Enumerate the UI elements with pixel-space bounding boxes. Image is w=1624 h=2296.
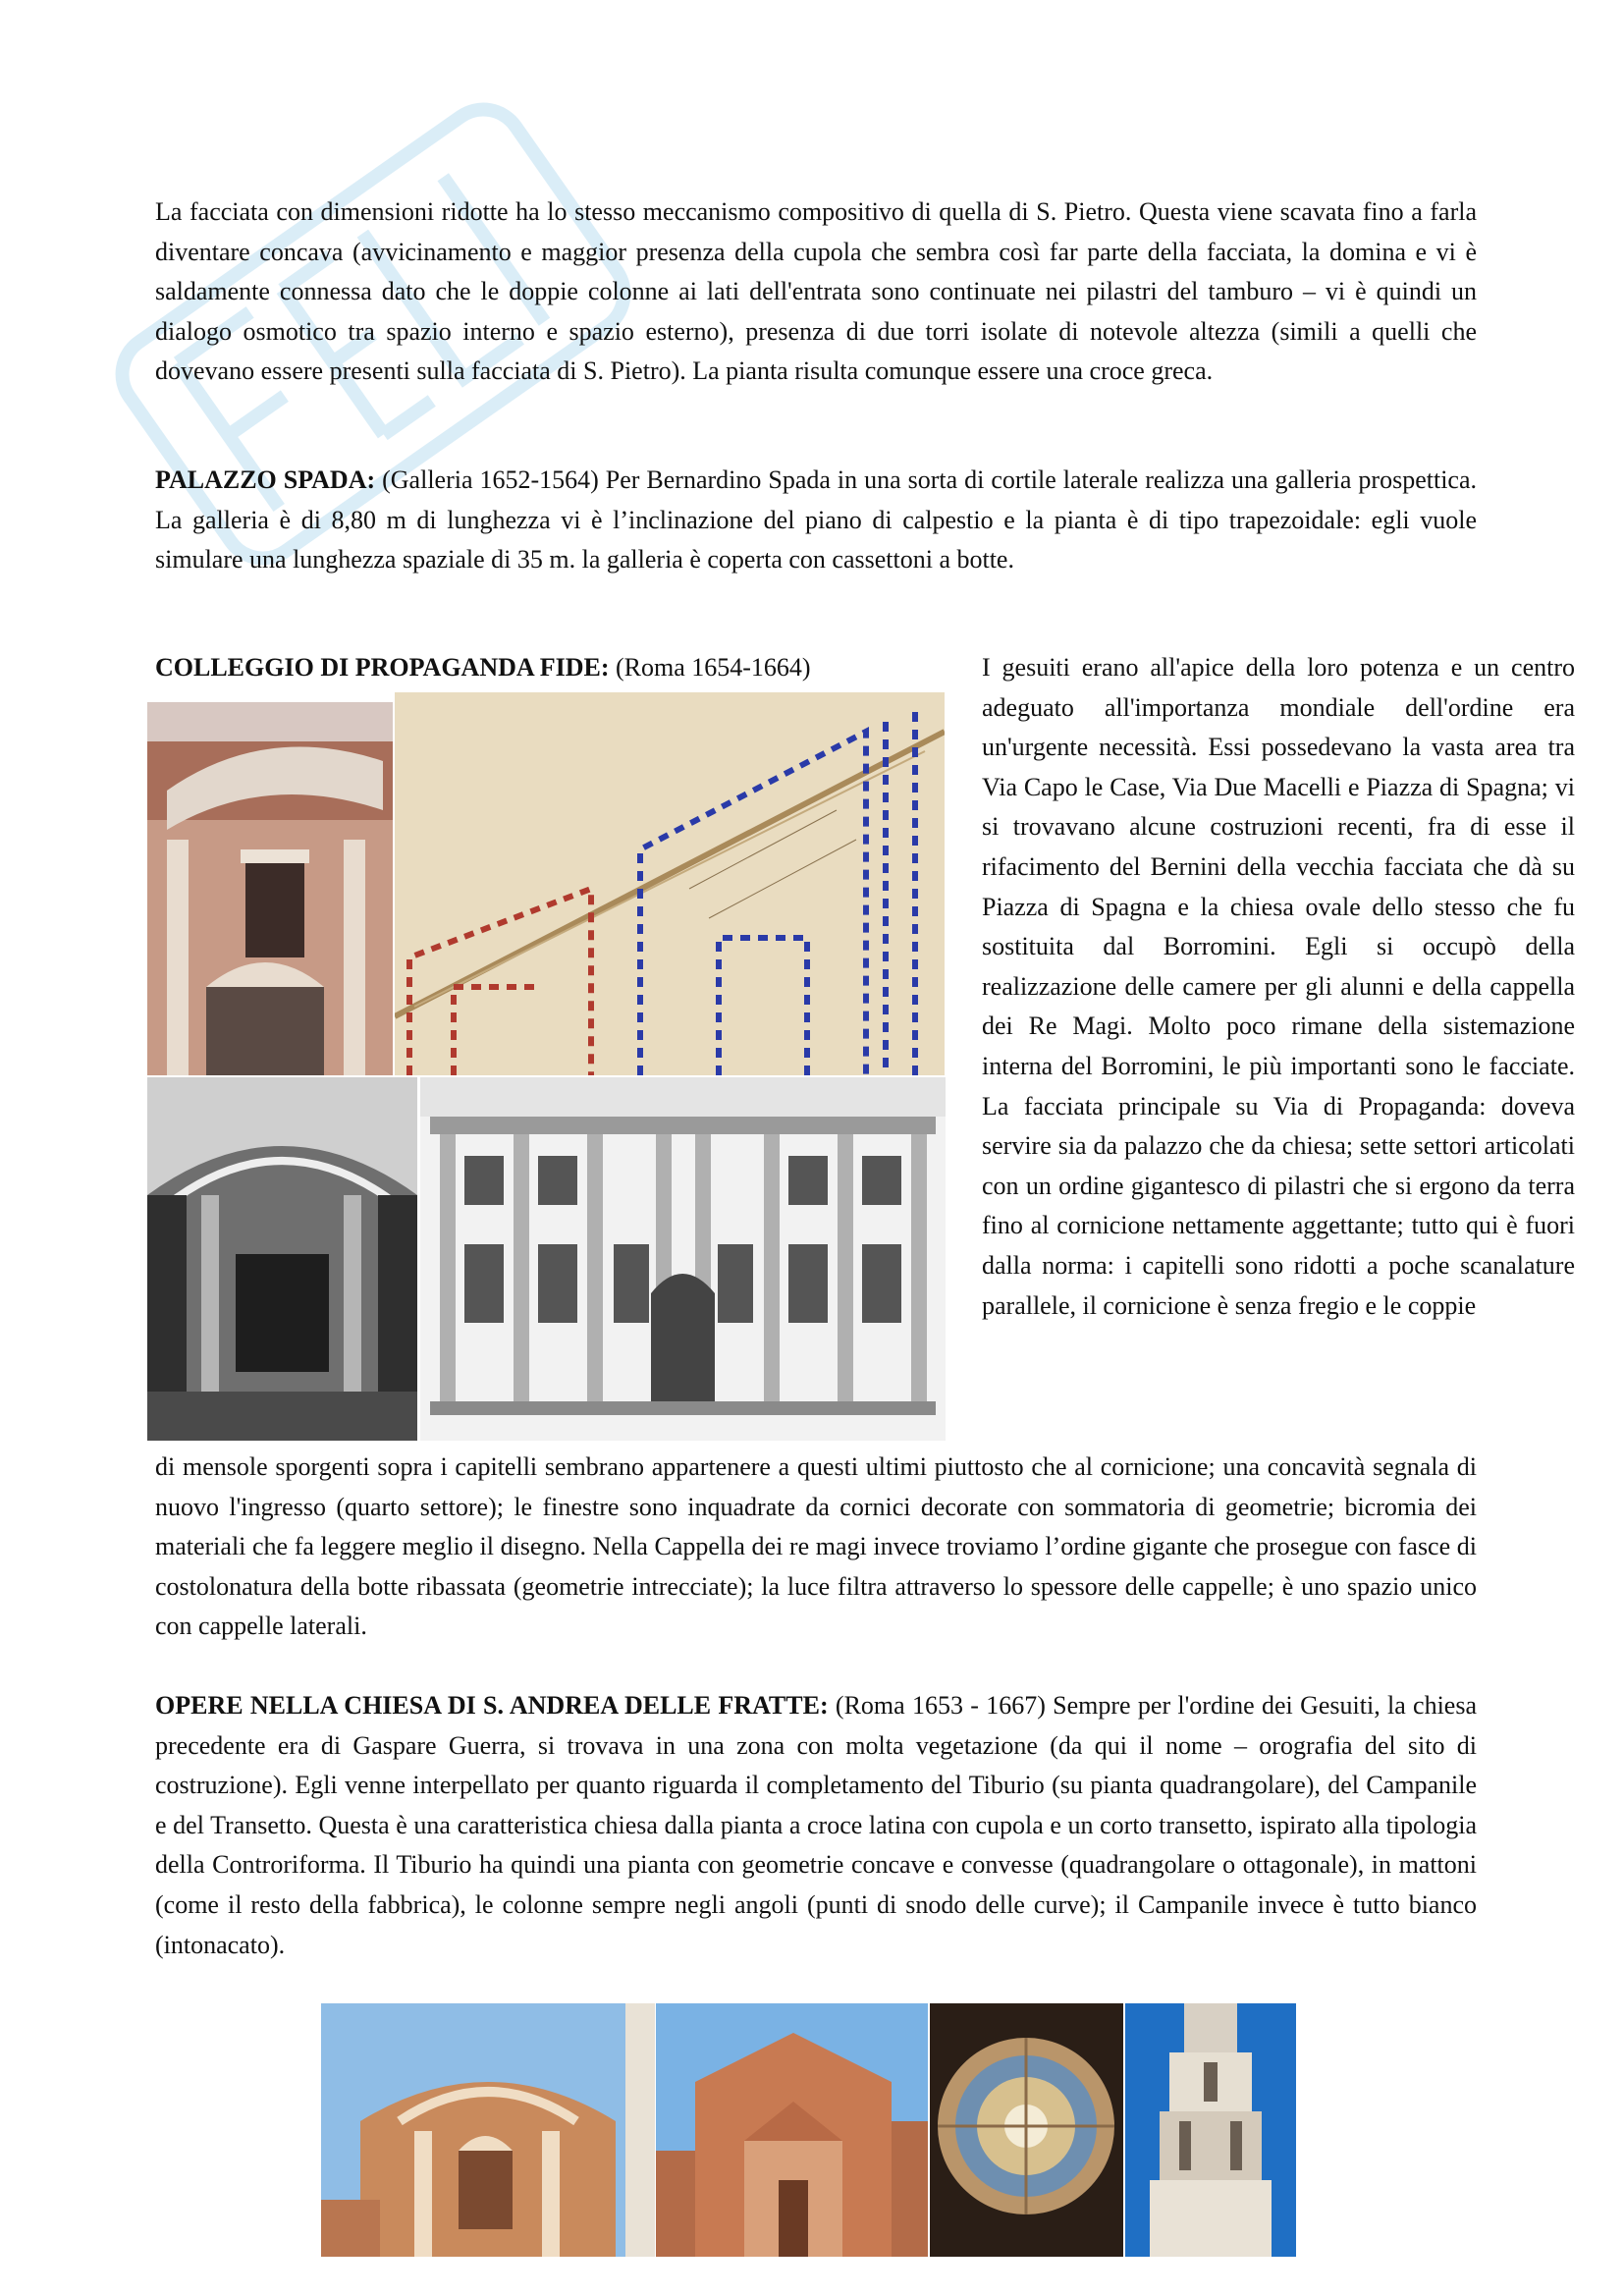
palazzo-spada-heading: PALAZZO SPADA: (155, 465, 376, 494)
collegio-facade-engraving (420, 1077, 946, 1441)
collegio-facade-photo (147, 702, 393, 1075)
andrea-tiburio-photo (321, 2003, 655, 2257)
intro-text: La facciata con dimensioni ridotte ha lo stesso meccanismo compositivo di quella di S. Pietro. Questa viene scavata fino a farla diventare concava (avvicinamento e maggior presenza della cupola che sembra così far parte della facciata, la domina e vi è saldamente connessa dato che le doppie colonne ai lati dell'entrata sono continuate nei pilastri del tamburo – vi è quindi un dialogo osmotico tra spazio interno e spazio esterno), presenza di due torri isolate di notevole altezza (simili a quelli che dovevano essere presenti sulla facciata di S. Pietro). La pianta risulta comunque essere una croce greca. (155, 197, 1477, 386)
palazzo-spada-paragraph (155, 461, 1477, 580)
cappella-re-magi-photo (147, 1077, 417, 1441)
andrea-church-exterior-photo (656, 2003, 928, 2257)
collegio-side-paragraph (982, 648, 1575, 1326)
palazzo-spada-text: (Galleria 1652-1564) Per Bernardino Spada in una sorta di cortile laterale realizza una galleria prospettica. La galleria è di 8,80 m di lunghezza vi è l’inclinazione del piano di calpestio e la pianta è di tipo trapezoidale: egli vuole simulare una lunghezza spaziale di 35 m. la galleria è coperta con cassettoni a botte. (155, 465, 1477, 574)
andrea-delle-fratte-text: (Roma 1653 - 1667) Sempre per l'ordine dei Gesuiti, la chiesa precedente era di Gaspare Guerra, si trovava in una zona con molta vegetazione (da qui il nome – orografia del sito di costruzione). Egli venne interpellato per quanto riguarda il completamento del Tiburio (su pianta quadrangolare), del Campanile e del Transetto. Questa è una caratteristica chiesa dalla pianta a croce latina con cupola e un corto transetto, ispirato alla tipologia della Controriforma. Il Tiburio ha quindi una pianta con geometrie concave e convesse (quadrangolare o ottagonale), in mattoni (come il resto della fabbrica), le colonne sempre negli angoli (punti di snodo delle curve); il Campanile invece è tutto bianco (intonacato). (155, 1691, 1478, 1959)
andrea-dome-interior-photo (930, 2003, 1123, 2257)
collegio-continuation-text: di mensole sporgenti sopra i capitelli sembrano appartenere a questi ultimi piuttosto che al cornicione; una concavità segnala di nuovo l'ingresso (quarto settore); le finestre sono inquadrate da cornici decorate con sommatoria di geometrie; bicromia dei materiali che fa leggere meglio il disegno. Nella Cappella dei re magi invece troviamo l’ordine gigante che prosegue con fasce di costolonatura della botte ribassata (geometrie intrecciate); la luce filtra attraverso lo spessore delle cappelle; è uno spazio unico con cappelle laterali. (155, 1452, 1477, 1641)
andrea-delle-fratte-heading: OPERE NELLA CHIESA DI S. ANDREA DELLE FRATTE: (155, 1691, 829, 1720)
collegio-side-text: I gesuiti erano all'apice della loro potenza e un centro adeguato all'importanza mondiale dell'ordine era un'urgente necessità. Essi possedevano la vasta area tra Via Capo le Case, Via Due Macelli e Piazza di Spagna; vi si trovavano alcune costruzioni recenti, fra di esse il rifacimento del Bernini della vecchia facciata che dà su Piazza di Spagna e la chiesa ovale dello stesso che fu sostituita dal Borromini. Egli si occupò della realizzazione delle camere per gli alunni e della cappella dei Re Magi. Molto poco rimane della sistemazione interna del Borromini, le più importanti sono le facciate. La facciata principale su Via di Propaganda: doveva servire sia da palazzo che da chiesa; sette settori articolati con un ordine gigantesco di pilastri che si ergono da terra fino al cornicione nettamente aggettante; tutto qui è fuori dalla norma: i capitelli sono ridotti a poche scanalature parallele, il cornicione è senza fregio e le coppie (982, 653, 1575, 1320)
collegio-heading: COLLEGGIO DI PROPAGANDA FIDE: (155, 653, 610, 682)
collegio-heading-line (155, 648, 941, 688)
collegio-continuation-paragraph (155, 1448, 1477, 1647)
collegio-dates: (Roma 1654-1664) (609, 653, 811, 682)
andrea-delle-fratte-paragraph (155, 1686, 1477, 1965)
intro-paragraph (155, 192, 1477, 392)
andrea-campanile-photo (1125, 2003, 1296, 2257)
collegio-plan-drawing (395, 692, 945, 1075)
